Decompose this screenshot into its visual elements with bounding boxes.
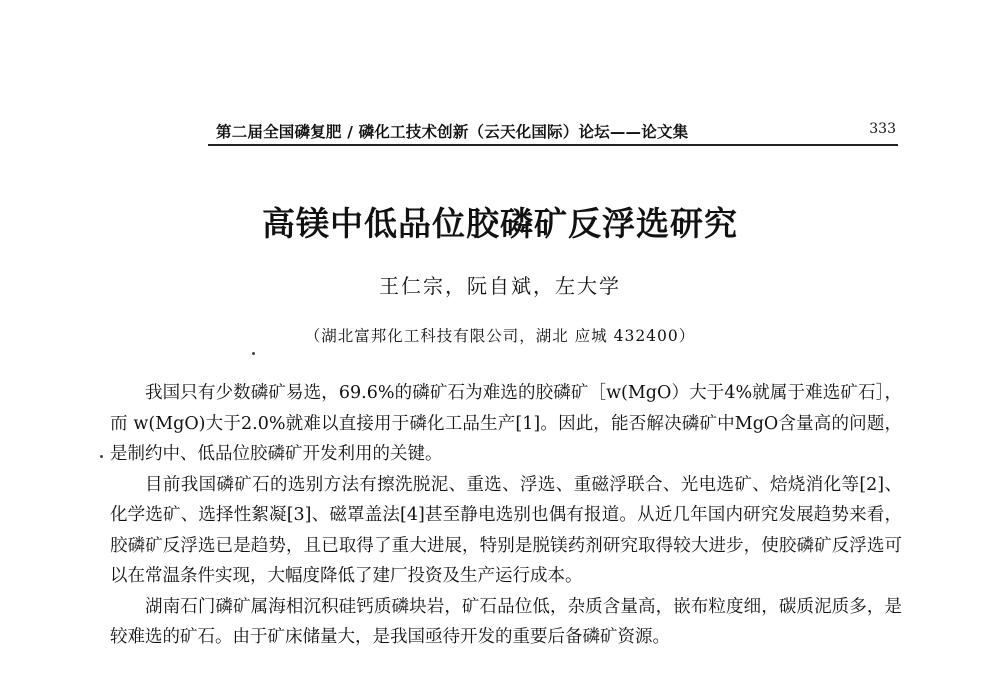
paper-title: 高镁中低品位胶磷矿反浮选研究	[262, 204, 738, 243]
running-header	[208, 116, 898, 144]
paragraph-3: 湖南石门磷矿属海相沉积硅钙质磷块岩，矿石品位低，杂质含量高，嵌布粒度细，碳质泥质多，是较难选的矿石。由于矿床储量大，是我国亟待开发的重要后备磷矿资源。	[110, 596, 902, 647]
page-number: 333	[869, 121, 896, 137]
body-text	[110, 378, 902, 653]
affiliation: （湖北富邦化工科技有限公司，湖北 应城 432400）	[304, 327, 696, 345]
paragraph-1: 我国只有少数磷矿易选，69.6%的磷矿石为难选的胶磷矿［w(MgO）大于4%就属于难选矿石］，而 w(MgO)大于2.0%就难以直接用于磷化工品生产[1]。因此，能否解决磷矿中MgO含量高的问题，是制约中、低品位胶磷矿开发利用的关键。	[110, 383, 902, 464]
paragraph-2: 目前我国磷矿石的选别方法有擦洗脱泥、重选、浮选、重磁浮联合、光电选矿、焙烧消化等[2]、化学选矿、选择性絮凝[3]、磁罩盖法[4]甚至静电选别也偶有报道。从近几年国内研究发展趋势来看，胶磷矿反浮选已是趋势，且已取得了重大进展，特别是脱镁药剂研究取得较大进步，使胶磷矿反浮选可以在常温条件实现，大幅度降低了建厂投资及生产运行成本。	[110, 474, 902, 586]
scan-speck	[100, 455, 103, 458]
scan-speck	[252, 352, 255, 355]
proceedings-title: 第二届全国磷复肥 / 磷化工技术创新（云天化国际）论坛——论文集	[216, 123, 689, 141]
authors: 王仁宗，阮自斌，左大学	[379, 274, 621, 298]
header-rule	[208, 144, 898, 146]
